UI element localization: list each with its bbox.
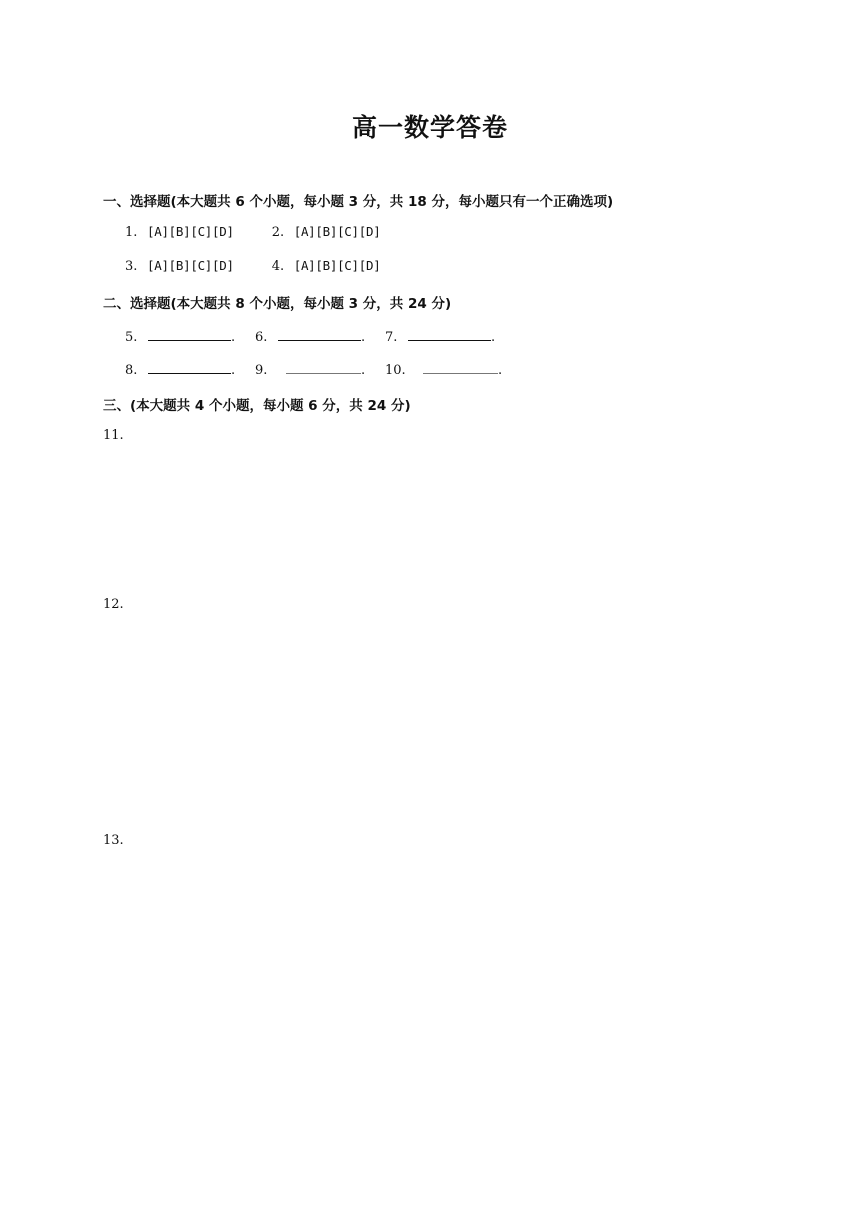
choice-item-4 [272,258,381,274]
answer-blank[interactable] [148,326,231,341]
fill-item-10 [385,359,508,378]
choice-number: 1. [125,225,138,240]
fill-item-9 [255,359,385,378]
fill-number: 6. [255,330,268,345]
fill-row-1 [125,326,501,345]
fill-number: 5. [125,330,138,345]
choice-options[interactable]: [A][B][C][D] [147,224,234,239]
fill-suffix: . [361,363,366,378]
fill-suffix: . [231,363,236,378]
fill-number: 10. [385,363,406,378]
answer-blank[interactable] [408,326,491,341]
fill-row-2 [125,359,508,378]
choice-number: 4. [271,259,285,274]
fill-item-8 [125,359,255,378]
choice-row-2 [125,258,380,274]
fill-item-5 [125,326,255,345]
choice-row-1 [125,224,380,240]
fill-suffix: . [361,330,366,345]
fill-item-6 [255,326,385,345]
choice-options[interactable]: [A][B][C][D] [147,258,234,273]
choice-number: 2. [271,225,285,240]
fill-suffix: . [498,363,503,378]
fill-number: 7. [385,330,398,345]
section-1-heading: 一、选择题(本大题共 6 个小题，每小题 3 分，共 18 分，每小题只有一个正确选项) [103,194,614,210]
fill-item-7 [385,326,501,345]
fill-number: 8. [125,363,138,378]
answer-blank[interactable] [423,359,498,374]
choice-options[interactable]: [A][B][C][D] [293,224,381,239]
question-13-label: 13. [103,833,124,848]
page-title: 高一数学答卷 [351,113,508,142]
fill-suffix: . [231,330,236,345]
section-2-heading: 二、选择题(本大题共 8 个小题，每小题 3 分，共 24 分) [103,296,452,312]
question-11-label: 11. [103,428,124,443]
answer-blank[interactable] [148,359,231,374]
choice-item-2 [272,224,381,240]
choice-options[interactable]: [A][B][C][D] [293,258,381,273]
answer-blank[interactable] [286,359,361,374]
fill-suffix: . [491,330,496,345]
choice-item-1 [125,224,234,240]
fill-number: 9. [255,363,268,378]
section-3-heading: 三、(本大题共 4 个小题，每小题 6 分，共 24 分) [103,398,411,414]
choice-number: 3. [125,259,138,274]
question-12-label: 12. [103,597,124,612]
answer-blank[interactable] [278,326,361,341]
choice-item-3 [125,258,234,274]
